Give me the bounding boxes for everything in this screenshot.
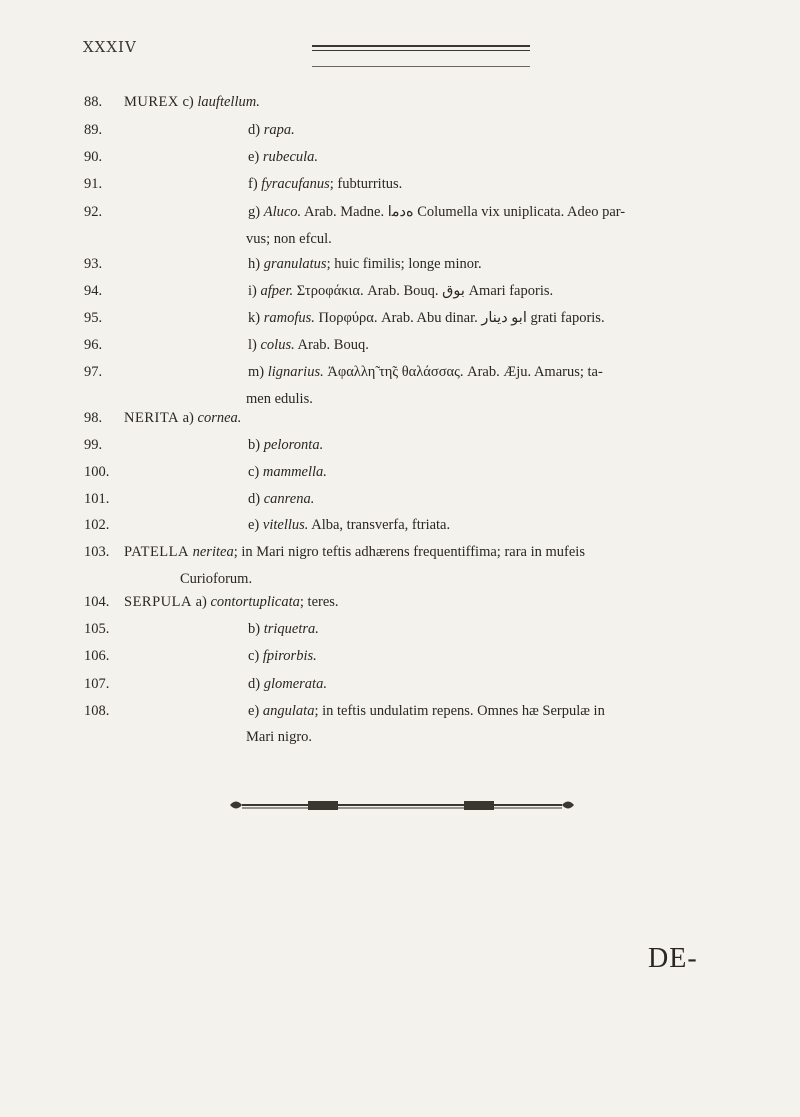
entry-letter: e) [248,703,260,719]
entry-body [248,203,625,221]
species-name: lauftellum. [197,94,260,110]
entry-letter: a) [195,594,207,610]
genus-name: MUREX [124,94,179,110]
entry-letter: e) [248,517,260,533]
species-name: triquetra. [263,621,319,637]
entry-continuation: vus; non efcul. [246,231,332,247]
species-name: angulata [262,703,315,719]
genus-name: SERPULA [124,594,192,610]
species-name: glomerata. [263,676,327,692]
header-rule [312,45,530,51]
genus-name: PATELLA [124,544,189,560]
entry-letter: d) [248,676,261,692]
entry-description: Arab. Bouq. [294,337,369,353]
entry-continuation: Mari nigro. [246,729,313,745]
species-name: colus. [260,337,295,353]
entry-letter: f) [248,176,258,192]
entry-number: 100. [84,464,110,480]
species-name: neritea [192,544,234,560]
entry-description: Alba, transverfa, ftriata. [308,517,451,533]
entry-number: 104. [84,594,110,610]
entry-number: 105. [84,621,110,637]
entry-letter: c) [248,464,260,480]
entry-number: 107. [84,676,110,692]
entry-body [248,255,482,273]
species-name: afper. [260,283,294,299]
entry-body [248,148,318,166]
ornament-rule [228,798,576,812]
entry-body [248,175,402,193]
header-rule-thin [312,66,530,67]
entry-body [248,647,317,665]
species-name: rapa. [263,122,295,138]
entry-description: ; in Mari nigro teftis adhærens frequentiffima; rara in mufeis [233,544,585,560]
species-name: canrena. [263,491,315,507]
entry-number: 97. [84,364,103,380]
entry-body [248,702,605,720]
entry-body [124,409,241,427]
species-name: cornea. [197,410,242,426]
species-name: Aluco. [263,204,302,220]
entry-body [124,593,339,611]
entry-letter: b) [248,437,261,453]
entry-body [248,282,553,300]
entry-body [248,675,327,693]
page-number: XXXIV [83,38,137,56]
entry-letter: a) [182,410,194,426]
species-name: mammella. [262,464,327,480]
entry-number: 94. [84,283,103,299]
entry-body [124,93,260,111]
entry-number: 91. [84,176,103,192]
entry-body [248,516,450,534]
entry-letter: b) [248,621,261,637]
entry-body [248,336,369,354]
entry-number: 93. [84,256,103,272]
entry-description: Στροφάκια. Arab. Bouq. ﺑﻮﻕ Amari faporis. [293,283,554,299]
entry-continuation: men edulis. [246,391,313,407]
species-name: lignarius. [267,364,324,380]
species-name: contortuplicata [210,594,300,610]
entry-number: 95. [84,310,103,326]
entry-body [248,490,314,508]
entry-number: 89. [84,122,103,138]
entry-letter: m) [248,364,265,380]
entry-description: ; in teftis undulatim repens. Omnes hæ Serpulæ in [314,703,605,719]
entry-letter: i) [248,283,257,299]
entry-description: ; huic fimilis; longe minor. [326,256,482,272]
entry-number: 90. [84,149,103,165]
entry-number: 96. [84,337,103,353]
entry-letter: d) [248,491,261,507]
entry-description: Ἀφαλλη̃ τη̃ς θαλάσσας. Arab. Æju. Amarus; ta- [323,364,603,380]
entry-letter: e) [248,149,260,165]
entry-description: ; teres. [299,594,339,610]
species-name: fyracufanus [261,176,330,192]
entry-number: 103. [84,544,110,560]
species-name: vitellus. [262,517,309,533]
entry-letter: l) [248,337,257,353]
genus-name: NERITA [124,410,179,426]
entry-body [248,463,327,481]
entry-letter: k) [248,310,261,326]
species-name: ramofus. [263,310,315,326]
entry-letter: c) [182,94,194,110]
entry-letter: g) [248,204,261,220]
entry-number: 102. [84,517,110,533]
entry-number: 99. [84,437,103,453]
entry-letter: d) [248,122,261,138]
entry-body [248,121,295,139]
entry-number: 88. [84,94,103,110]
species-name: granulatus [263,256,327,272]
entry-body [248,309,605,327]
entry-number: 98. [84,410,103,426]
entry-body [248,363,603,381]
entry-description: Πορφύρα. Arab. Abu dinar. ﺍﺑﻮ ﺩﻳﻨﺎﺭ grati faporis. [314,310,605,326]
entry-body [124,543,585,561]
species-name: rubecula. [262,149,319,165]
entry-number: 92. [84,204,103,220]
species-name: fpirorbis. [262,648,317,664]
entry-letter: c) [248,648,260,664]
species-name: peloronta. [263,437,324,453]
entry-number: 101. [84,491,110,507]
entry-number: 108. [84,703,110,719]
entry-description: ; fubturritus. [329,176,403,192]
entry-body [248,436,323,454]
entry-body [248,620,319,638]
entry-description: Arab. Madne. ﻩﺩﻣﺍ Columella vix uniplicata. Adeo par- [301,204,626,220]
catchword: DE- [648,943,698,974]
entry-number: 106. [84,648,110,664]
entry-letter: h) [248,256,261,272]
entry-continuation: Curioforum. [180,571,253,587]
